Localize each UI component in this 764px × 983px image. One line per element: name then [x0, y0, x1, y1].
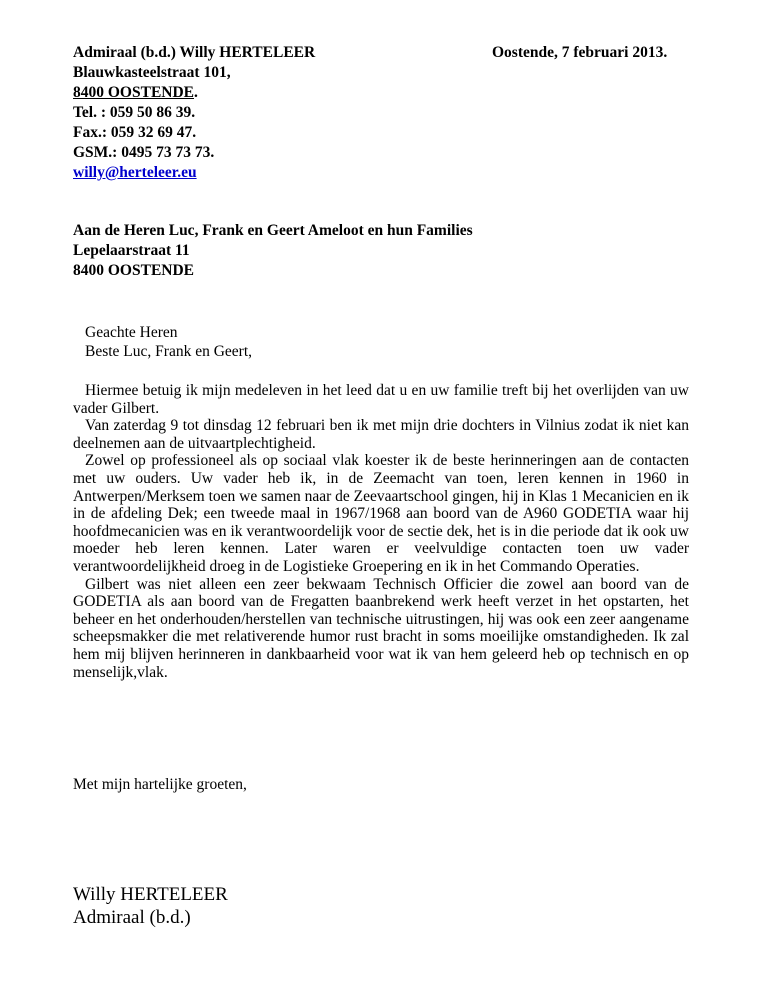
sender-tel: Tel. : 059 50 86 39.: [73, 104, 196, 121]
signature-title: Admiraal (b.d.): [73, 907, 191, 928]
sender-email-link[interactable]: willy@herteleer.eu: [73, 164, 197, 181]
body-paragraph-2: Van zaterdag 9 tot dinsdag 12 februari ben ik met mijn drie dochters in Vilnius zodat ik niet kan deelnemen aan de uitvaartplechtigheid.: [73, 417, 689, 452]
closing-line: Met mijn hartelijke groeten,: [73, 776, 247, 793]
sender-name: Admiraal (b.d.) Willy HERTELEER: [73, 44, 316, 61]
letter-body: [73, 382, 689, 681]
salutation-block: [85, 323, 252, 361]
salutation-line-1: Geachte Heren: [85, 324, 178, 341]
letter-date: Oostende, 7 februari 2013.: [492, 44, 668, 61]
sender-gsm: GSM.: 0495 73 73 73.: [73, 144, 215, 161]
sender-street: Blauwkasteelstraat 101,: [73, 64, 231, 81]
sender-postal-city-text: 8400 OOSTENDE: [73, 84, 195, 101]
body-paragraph-4: Gilbert was niet alleen een zeer bekwaam Technisch Officier die zowel aan boord van de GODETIA als aan boord van de Fregatten baanbrekend werk heeft verzet in het opstarten, het beheer en het onderhouden/herstellen van technische uitrustingen, hij was ook een zeer aangename scheepsmakker die met relativerende humor rust bracht in soms moeilijke omstandigheden. Ik zal hem mij blijven herinneren in dankbaarheid voor wat ik van hem geleerd heb op technisch en op menselijk,vlak.: [73, 575, 689, 681]
sender-block: [73, 43, 315, 183]
body-paragraph-3: Zowel op professioneel als op sociaal vlak koester ik de beste herinneringen aan de contacten met uw ouders. Uw vader heb ik, in de Zeemacht van toen, leren kennen in 1960 in Antwerpen/Merksem toen we samen naar de Zeevaartschool gingen, hij in Klas 1 Mecanicien en ik in de afdeling Dek; een tweede maal in 1967/1968 aan boord van de A960 GODETIA waar hij hoofdmecanicien was en ik verantwoordelijk voor de sectie dek, het is in die periode dat ik ook uw moeder heb leren kennen. Later waren er veelvuldige contacten toen uw vader verantwoordelijkheid droeg in de Logistieke Groepering en ik in het Commando Operaties.: [73, 452, 689, 575]
recipient-line-1: Aan de Heren Luc, Frank en Geert Ameloot en hun Families: [73, 222, 473, 239]
signature-block: [73, 883, 228, 929]
salutation-line-2: Beste Luc, Frank en Geert,: [85, 343, 252, 360]
recipient-line-2: Lepelaarstraat 11: [73, 242, 190, 259]
recipient-line-3: 8400 OOSTENDE: [73, 262, 195, 279]
signature-name: Willy HERTELEER: [73, 884, 228, 905]
sender-postal-city-suffix: .: [194, 84, 198, 101]
body-paragraph-1: Hiermee betuig ik mijn medeleven in het leed dat u en uw familie treft bij het overlijden van uw vader Gilbert.: [73, 382, 689, 417]
sender-fax: Fax.: 059 32 69 47.: [73, 124, 197, 141]
recipient-block: [73, 221, 473, 281]
sender-postal-city: [73, 83, 315, 103]
